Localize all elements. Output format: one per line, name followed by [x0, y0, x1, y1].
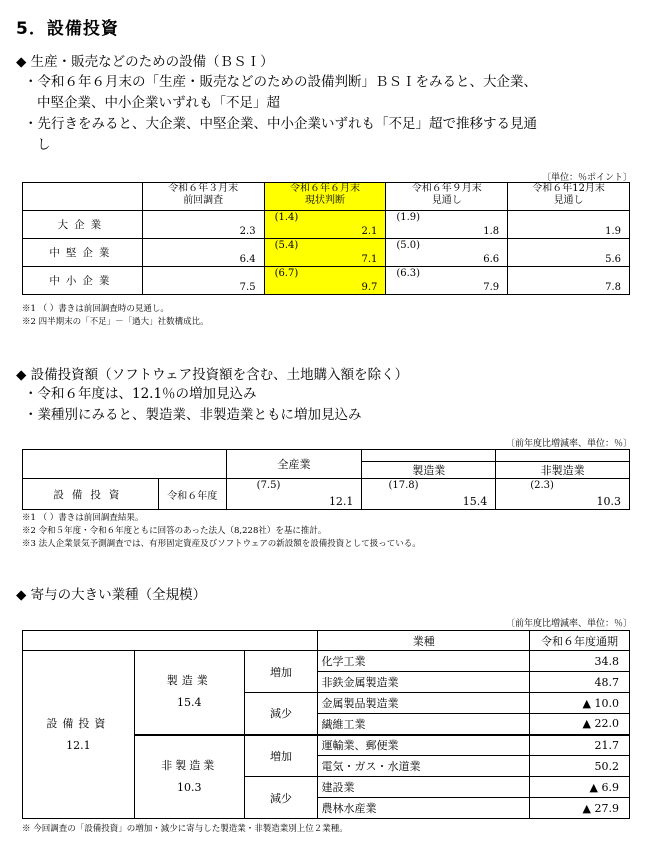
- contrib-industry: 金属製品製造業: [318, 693, 530, 714]
- contrib-value: 48.7: [530, 672, 630, 693]
- section-contrib-heading: ◆ 寄与の大きい業種（全規模）: [16, 587, 207, 603]
- bsi-prev: (6.7): [274, 268, 299, 279]
- bsi-header-col2: 令和６年６月末 現状判断: [264, 183, 386, 211]
- bsi-value: 7.9: [483, 282, 500, 293]
- contrib-dec-label: 減少: [244, 693, 318, 735]
- bsi-value: 9.7: [361, 282, 378, 293]
- capex-value: 12.1: [328, 495, 354, 508]
- bsi-prev: (1.4): [274, 212, 299, 223]
- bsi-bullet2-line1: ・先行きをみると、大企業、中堅企業、中小企業いずれも「不足」超で推移する見通: [24, 116, 537, 132]
- contrib-nonmfg-label: 非製造業: [161, 758, 218, 772]
- page-title: 5．設備投資: [16, 19, 119, 39]
- contrib-industry: 繊維工業: [318, 714, 530, 735]
- bsi-value: 2.3: [239, 226, 256, 237]
- bsi-note2: ※2 四半期末の「不足」－「過大」社数構成比。: [22, 317, 209, 327]
- contrib-dec-label: 減少: [244, 777, 318, 819]
- bsi-unit: 〔単位：％ポイント〕: [541, 173, 632, 183]
- table-row: [23, 239, 630, 267]
- contrib-industry: 非鉄金属製造業: [318, 672, 530, 693]
- bsi-value: 6.4: [239, 254, 256, 265]
- contrib-table: [22, 630, 630, 819]
- capex-header-mfg: 製造業: [362, 462, 496, 479]
- section-capex-heading: ◆ 設備投資額（ソフトウェア投資額を含む、土地購入額を除く）: [16, 367, 409, 383]
- capex-note3: ※3 法人企業景気予測調査では、有形固定資産及びソフトウェアの新設額を設備投資として扱っている。: [22, 539, 421, 549]
- section-bsi-heading: ◆ 生産・販売などのための設備（ＢＳＩ）: [16, 54, 274, 70]
- bsi-header-col1: 令和６年３月末 前回調査: [142, 183, 264, 211]
- bsi-row-label: 中堅企業: [23, 239, 143, 267]
- section-capex-text: [24, 384, 624, 426]
- bsi-header-blank: [23, 183, 143, 211]
- capex-bullet2: ・業種別にみると、製造業、非製造業ともに増加見込み: [24, 407, 362, 423]
- contrib-industry: 電気・ガス・水道業: [318, 756, 530, 777]
- capex-table: [22, 449, 630, 510]
- contrib-value: ▲ 6.9: [530, 777, 630, 798]
- capex-unit: 〔前年度比増減率、単位：％〕: [505, 439, 632, 449]
- bsi-value: 7.5: [239, 282, 256, 293]
- capex-value: 10.3: [596, 495, 621, 508]
- contrib-industry: 運輸業、郵便業: [318, 735, 530, 756]
- capex-row-label: 設備投資: [23, 479, 159, 510]
- bsi-value: 7.8: [605, 282, 621, 293]
- contrib-value: 50.2: [530, 756, 630, 777]
- capex-header-all: 全産業: [226, 450, 362, 479]
- bsi-header-col4: 令和６年12月末 見通し: [508, 183, 630, 211]
- contrib-value: 21.7: [530, 735, 630, 756]
- bsi-bullet2-line2: し: [37, 137, 51, 153]
- contrib-note: ※ 今回調査の「設備投資」の増加・減少に寄与した製造業・非製造業別上位２業種。: [22, 824, 348, 834]
- bsi-value: 2.1: [361, 226, 378, 237]
- contrib-inc-label: 増加: [244, 735, 318, 777]
- bsi-value: 1.9: [605, 226, 621, 237]
- table-row: [23, 651, 630, 672]
- bsi-value: 7.1: [361, 254, 378, 265]
- bsi-row-label: 大企業: [23, 211, 143, 239]
- contrib-unit: 〔前年度比増減率、単位：％〕: [505, 619, 632, 629]
- contrib-mfg-value: 15.4: [176, 696, 202, 710]
- contrib-industry: 建設業: [318, 777, 530, 798]
- contrib-nonmfg-value: 10.3: [176, 780, 202, 794]
- contrib-value: ▲ 10.0: [530, 693, 630, 714]
- contrib-header-industry: 業種: [318, 631, 530, 651]
- contrib-industry: 農林水産業: [318, 798, 530, 819]
- capex-header-nonmfg: 非製造業: [496, 462, 630, 479]
- bsi-note1: ※1 （ ）書きは前回調査時の見通し。: [22, 304, 169, 314]
- contrib-value: 34.8: [530, 651, 630, 672]
- capex-prev: (17.8): [388, 480, 419, 491]
- table-row: [23, 267, 630, 295]
- capex-notes: [22, 512, 421, 551]
- bsi-value: 6.6: [483, 254, 500, 265]
- capex-prev: (2.3): [530, 480, 554, 491]
- capex-prev: (7.5): [256, 480, 281, 491]
- contrib-nonmfg-cell: [134, 735, 244, 819]
- contrib-value: ▲ 27.9: [530, 798, 630, 819]
- contrib-value: ▲ 22.0: [530, 714, 630, 735]
- contrib-inc-label: 増加: [244, 651, 318, 693]
- bsi-prev: (1.9): [396, 212, 421, 223]
- capex-value: 15.4: [462, 495, 488, 508]
- contrib-industry: 化学工業: [318, 651, 530, 672]
- bsi-prev: (6.3): [396, 268, 421, 279]
- bsi-prev: (5.0): [396, 240, 421, 251]
- bsi-bullet1-line2: 中堅企業、中小企業いずれも「不足」超: [37, 95, 280, 111]
- capex-row-year: 令和６年度: [158, 479, 226, 510]
- contrib-main-cell: [23, 651, 135, 819]
- contrib-mfg-label: 製造業: [166, 674, 212, 688]
- bsi-value: 5.6: [605, 254, 621, 265]
- table-row: [23, 211, 630, 239]
- contrib-main-label: 設備投資: [46, 716, 111, 730]
- bsi-bullet1-line1: ・令和６年６月末の「生産・販売などのための設備判断」ＢＳＩをみると、大企業、: [24, 74, 537, 90]
- contrib-main-value: 12.1: [66, 738, 91, 752]
- bsi-prev: (5.4): [274, 240, 299, 251]
- capex-note1: ※1 （ ）書きは前回調査結果。: [22, 513, 144, 523]
- capex-bullet1: ・令和６年度は、12.1％の増加見込み: [24, 386, 257, 402]
- bsi-row-label: 中小企業: [23, 267, 143, 295]
- bsi-header-col3: 令和６年９月末 見通し: [386, 183, 508, 211]
- bsi-notes: [22, 303, 209, 329]
- section-bsi-text: [24, 72, 624, 156]
- contrib-mfg-cell: [134, 651, 244, 735]
- bsi-value: 1.8: [483, 226, 500, 237]
- contrib-header-value: 令和６年度通期: [530, 631, 630, 651]
- table-row: [23, 479, 630, 510]
- bsi-table: [22, 182, 630, 295]
- capex-note2: ※2 令和５年度・令和６年度ともに回答のあった法人（8,228社）を基に推計。: [22, 526, 327, 536]
